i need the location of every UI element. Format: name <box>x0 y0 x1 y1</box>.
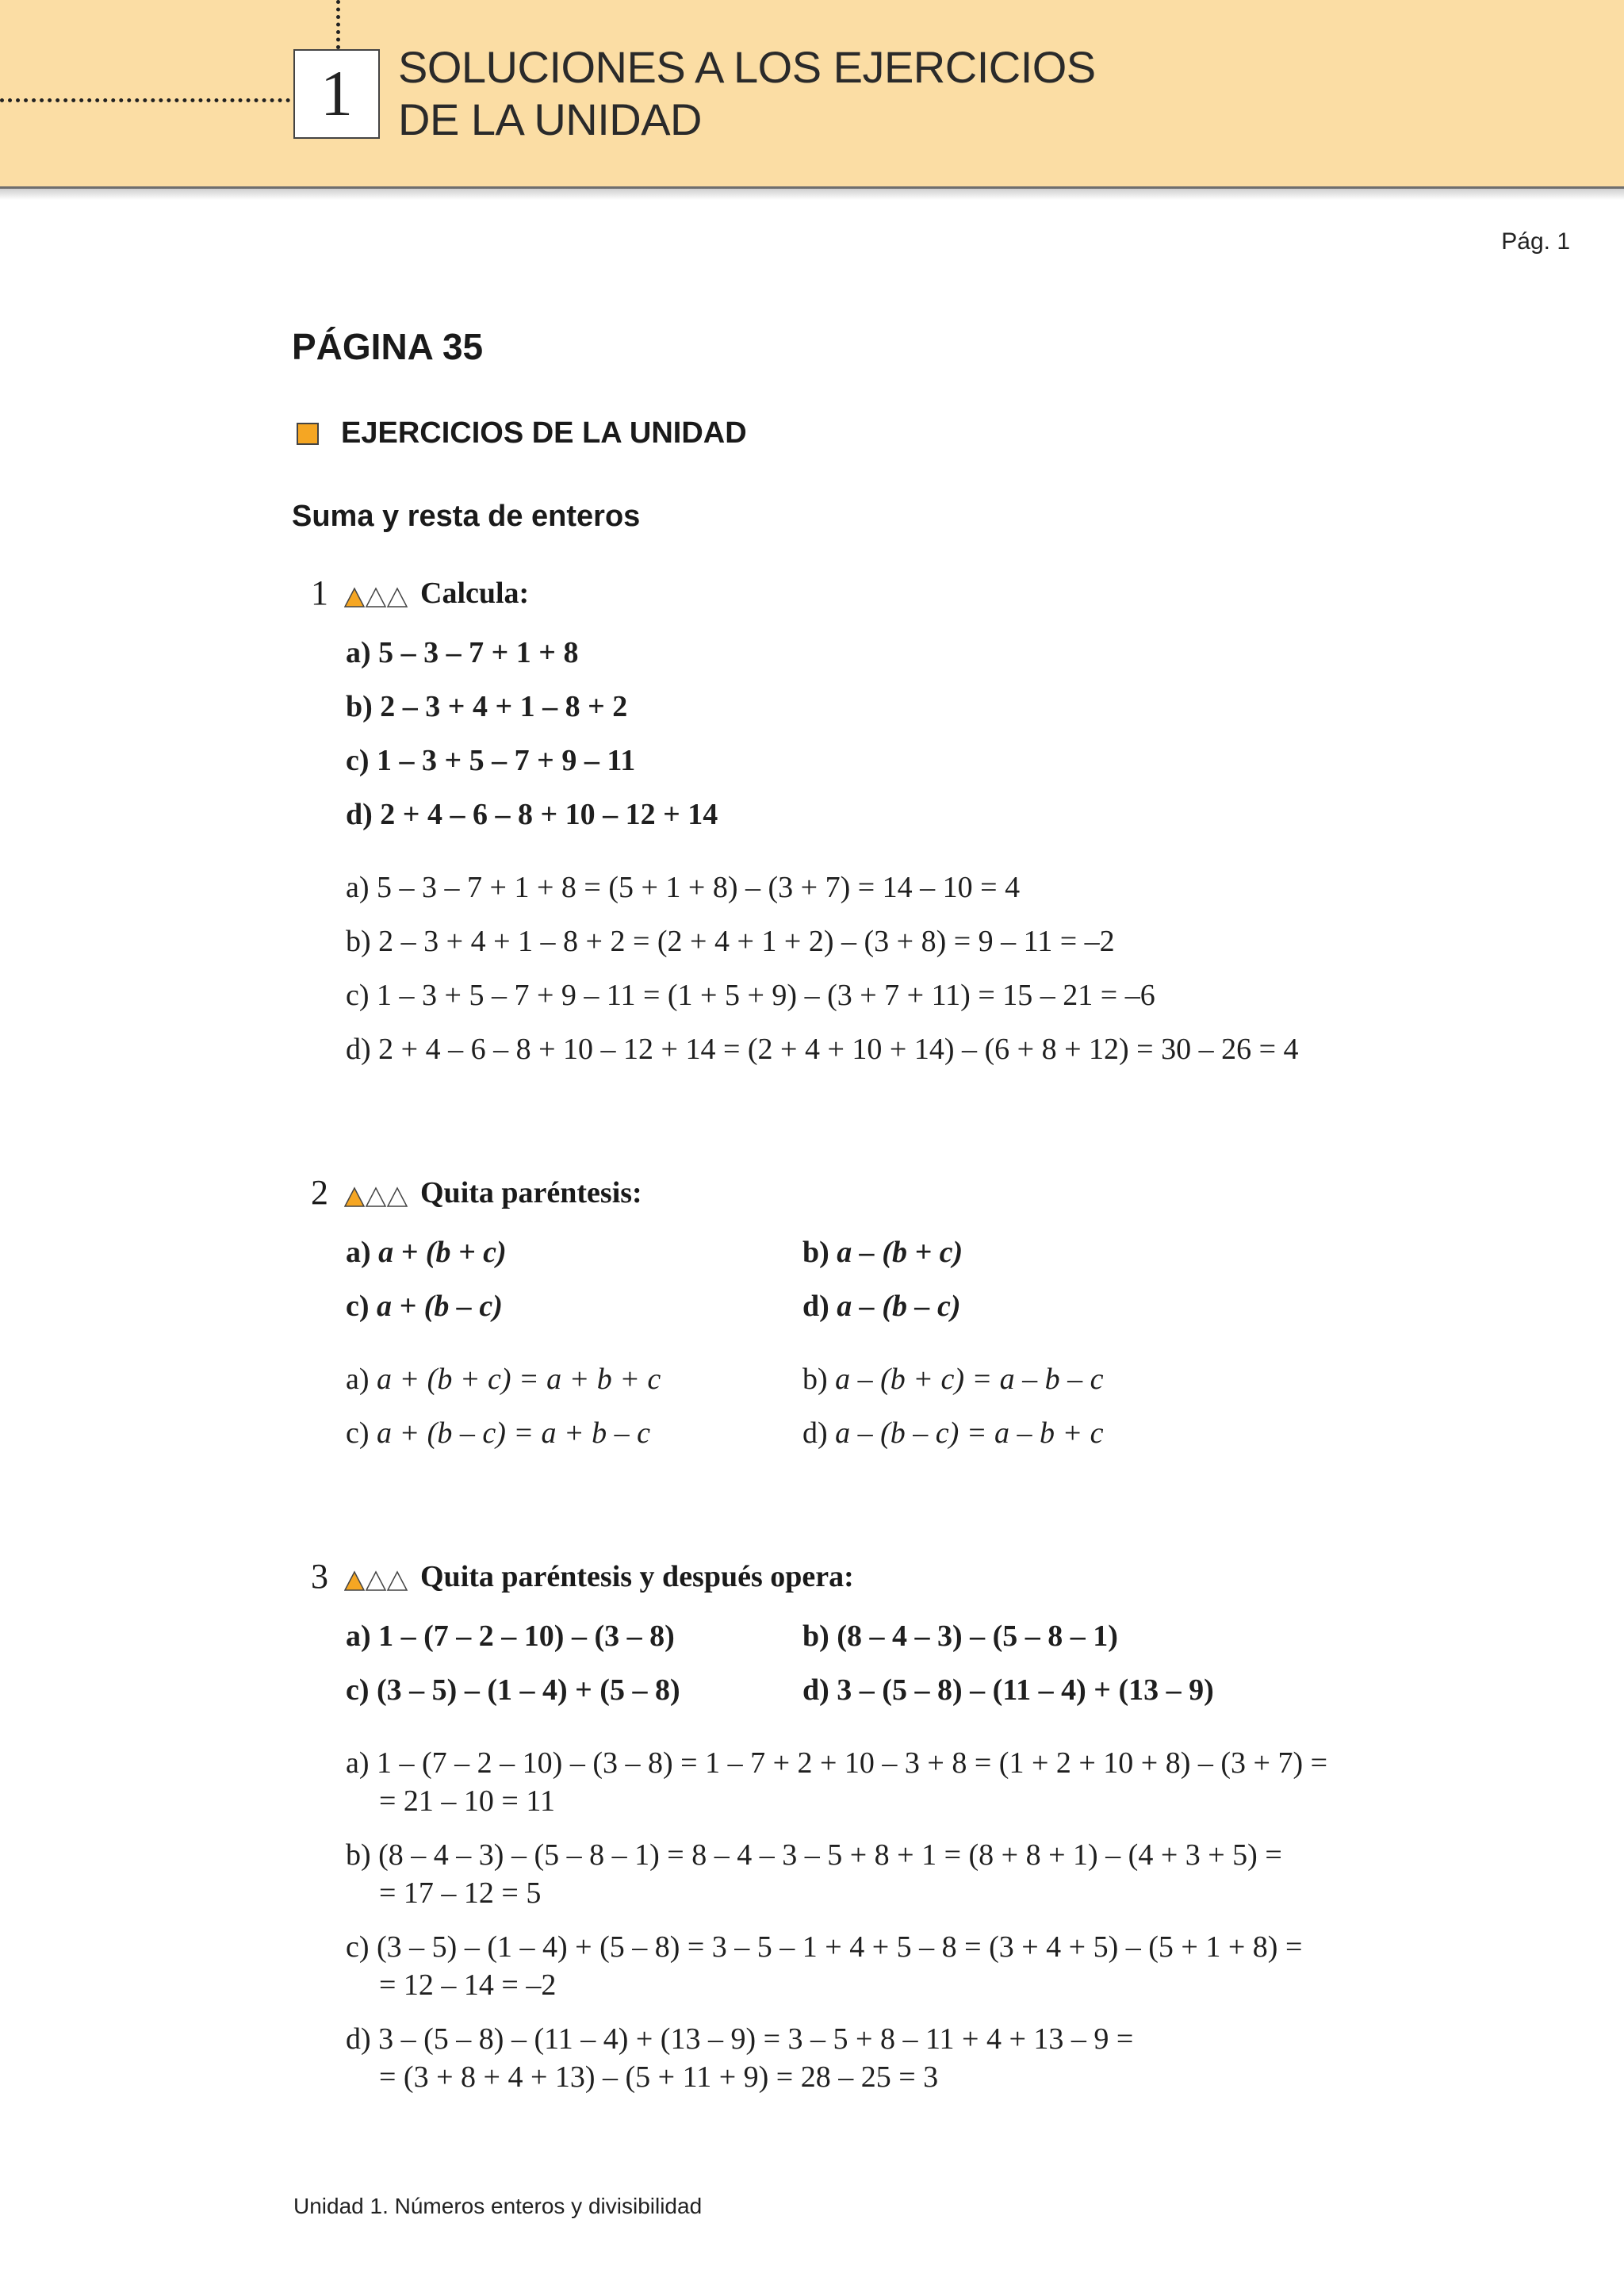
solution-d-line-2: = (3 + 8 + 4 + 13) – (5 + 11 + 9) = 28 – 25 = 3 <box>379 2060 939 2094</box>
page-heading: PÁGINA 35 <box>292 326 484 367</box>
solution-a: a) 5 – 3 – 7 + 1 + 8 = (5 + 1 + 8) – (3 + 7) = 14 – 10 = 4 <box>346 871 1021 904</box>
exercise-title: Quita paréntesis: <box>420 1176 642 1209</box>
item-expression: a – (b + c) <box>837 1236 963 1269</box>
solution-b <box>802 1361 1103 1397</box>
header-title-line-2: DE LA UNIDAD <box>398 94 702 144</box>
statement-c: c) (3 – 5) – (1 – 4) + (5 – 8) <box>346 1673 680 1707</box>
statement-a: a) 5 – 3 – 7 + 1 + 8 <box>346 636 579 669</box>
header-title <box>398 41 1096 146</box>
difficulty-triangles-icon <box>344 1186 409 1207</box>
item-expression: a + (b – c) = a + b – c <box>377 1416 650 1450</box>
statement-b <box>802 1234 963 1271</box>
page-footer: Unidad 1. Números enteros y divisibilidad <box>293 2194 703 2218</box>
solution-b: b) 2 – 3 + 4 + 1 – 8 + 2 = (2 + 4 + 1 + 2) – (3 + 8) = 9 – 11 = –2 <box>346 925 1115 958</box>
statement-a: a) 1 – (7 – 2 – 10) – (3 – 8) <box>346 1619 675 1653</box>
item-label: b) <box>802 1236 829 1269</box>
item-expression: a – (b – c) <box>837 1290 961 1323</box>
header-title-line-1: SOLUCIONES A LOS EJERCICIOS <box>398 42 1096 92</box>
exercise-title: Quita paréntesis y después opera: <box>420 1560 854 1593</box>
exercise-number: 2 <box>311 1173 328 1212</box>
unit-number-box: 1 <box>293 49 380 139</box>
solution-a <box>346 1361 661 1397</box>
dotted-rule-horizontal <box>0 98 290 102</box>
solution-b-line-1: b) (8 – 4 – 3) – (5 – 8 – 1) = 8 – 4 – 3 – 5 + 8 + 1 = (8 + 8 + 1) – (4 + 3 + 5) = <box>346 1838 1282 1872</box>
statement-d <box>802 1288 960 1324</box>
statement-c: c) 1 – 3 + 5 – 7 + 9 – 11 <box>346 744 636 777</box>
statement-c <box>346 1288 503 1324</box>
solution-d-line-1: d) 3 – (5 – 8) – (11 – 4) + (13 – 9) = 3 – 5 + 8 – 11 + 4 + 13 – 9 = <box>346 2022 1134 2056</box>
statement-d: d) 2 + 4 – 6 – 8 + 10 – 12 + 14 <box>346 798 718 831</box>
dotted-rule-vertical <box>336 0 340 49</box>
statement-a <box>346 1234 507 1271</box>
solution-c: c) 1 – 3 + 5 – 7 + 9 – 11 = (1 + 5 + 9) – (3 + 7 + 11) = 15 – 21 = –6 <box>346 979 1155 1012</box>
solution-d: d) 2 + 4 – 6 – 8 + 10 – 12 + 14 = (2 + 4 + 10 + 14) – (6 + 8 + 12) = 30 – 26 = 4 <box>346 1033 1299 1066</box>
statement-d: d) 3 – (5 – 8) – (11 – 4) + (13 – 9) <box>802 1673 1214 1707</box>
item-expression: a – (b + c) = a – b – c <box>835 1363 1104 1396</box>
item-label: c) <box>346 1416 370 1450</box>
exercise-title: Calcula: <box>420 577 530 610</box>
statement-b: b) 2 – 3 + 4 + 1 – 8 + 2 <box>346 690 628 723</box>
square-bullet-icon <box>297 423 319 445</box>
item-expression: a + (b + c) <box>378 1236 507 1269</box>
solution-d <box>802 1415 1103 1451</box>
exercise-number: 3 <box>311 1557 328 1596</box>
solution-b-line-2: = 17 – 12 = 5 <box>379 1876 542 1910</box>
section-heading-text: EJERCICIOS DE LA UNIDAD <box>341 416 747 450</box>
item-label: a) <box>346 1363 370 1396</box>
solution-a-line-1: a) 1 – (7 – 2 – 10) – (3 – 8) = 1 – 7 + 2 + 10 – 3 + 8 = (1 + 2 + 10 + 8) – (3 + 7) = <box>346 1746 1328 1780</box>
page-header <box>0 0 1624 189</box>
solution-c-line-1: c) (3 – 5) – (1 – 4) + (5 – 8) = 3 – 5 – 1 + 4 + 5 – 8 = (3 + 4 + 5) – (5 + 1 + 8) = <box>346 1930 1303 1964</box>
page-number: Pág. 1 <box>1501 228 1570 255</box>
topic-heading: Suma y resta de enteros <box>292 500 641 533</box>
section-heading <box>297 416 747 450</box>
item-expression: a – (b – c) = a – b + c <box>835 1416 1104 1450</box>
item-label: c) <box>346 1290 370 1323</box>
difficulty-triangles-icon <box>344 587 409 608</box>
item-expression: a + (b + c) = a + b + c <box>377 1363 661 1396</box>
item-label: d) <box>802 1416 828 1450</box>
difficulty-triangles-icon <box>344 1570 409 1591</box>
solution-a-line-2: = 21 – 10 = 11 <box>379 1784 555 1818</box>
exercise-number: 1 <box>311 573 328 612</box>
statement-b: b) (8 – 4 – 3) – (5 – 8 – 1) <box>802 1619 1118 1653</box>
item-expression: a + (b – c) <box>377 1290 503 1323</box>
header-shadow <box>0 189 1624 200</box>
item-label: a) <box>346 1236 371 1269</box>
solution-c-line-2: = 12 – 14 = –2 <box>379 1968 557 2002</box>
item-label: d) <box>802 1290 829 1323</box>
solution-c <box>346 1415 650 1451</box>
item-label: b) <box>802 1363 828 1396</box>
